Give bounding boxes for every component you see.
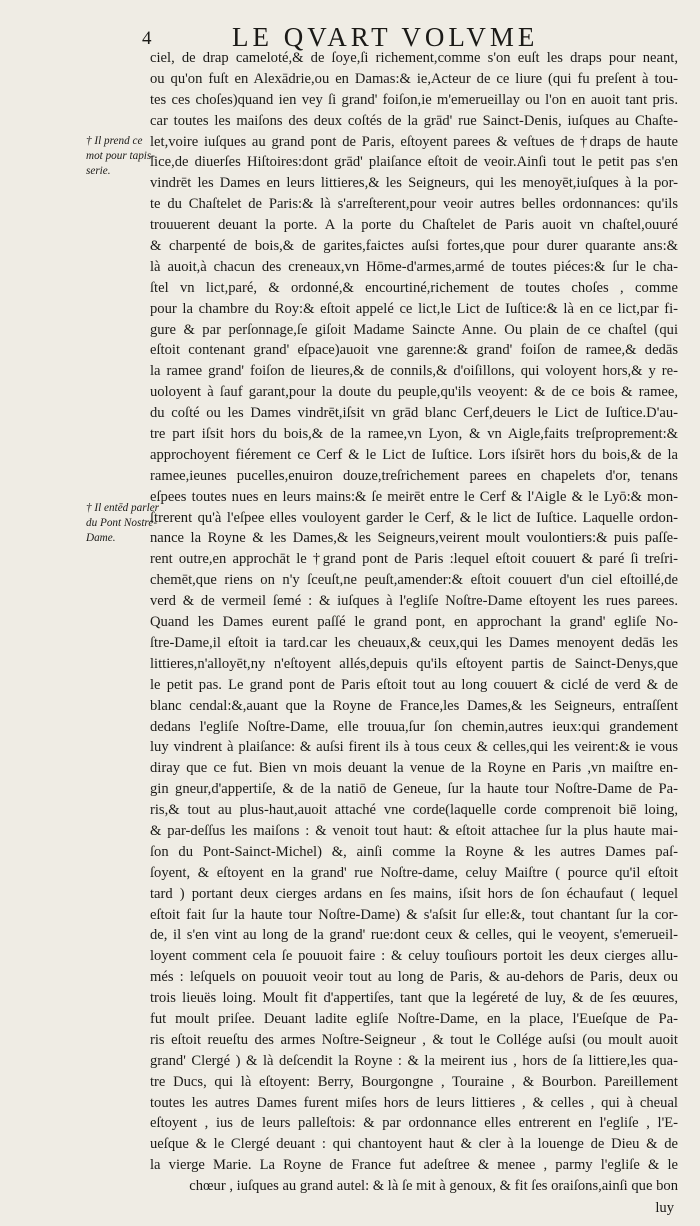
text-line: trois lieuës loing. Moult fit d'appertiſes, tant que la legéreté de luy, & de ſes œuures, [150, 990, 678, 1007]
body-text [150, 48, 678, 1197]
text-line: eſtoyent , ius de leurs palleſtois: & par ordonnance elles entrerent en l'egliſe , l'E- [150, 1115, 678, 1132]
text-line: diray que ce fut. Bien vn mois deuant la venue de la Royne en Paris ,vn maiſtre en- [150, 760, 678, 777]
text-line: tre part iſsit hors du bois,& de la ramee,vn Lyon, & vn Aigle,faits treſproprement:& [150, 426, 678, 443]
text-line: grand' Clergé ) & là deſcendit la Royne : & la meirent ius , hors de ſa littiere,les qua- [150, 1052, 678, 1069]
catchword: luy [655, 1200, 674, 1216]
text-line: là auoit,à chacun des creneaux,vn Hōme-d'armes,armé de toutes piéces:& ſur le cha- [150, 258, 678, 275]
text-line: let,voire iuſques au grand pont de Paris, eſtoyent parees & veſtues de †draps de haute [150, 133, 678, 150]
text-line: tard ) portant deux cierges ardans en ſes mains, iſsit hors de ſon échaufaut ( lequel [150, 885, 678, 902]
text-line: tes ces choſes)quand ien vey ſi grand' foiſon,ie m'emerueillay ou l'on en auoit tant pris. [150, 91, 678, 108]
margin-note-line: † Il prend ce [86, 135, 143, 147]
margin-note-line: Dame. [86, 532, 116, 544]
margin-note-line: † Il entēd parler [86, 502, 160, 514]
text-line: ramee,ieunes pucelles,enuiron douze,treſrichement parees en chapelets d'or, tenans [150, 467, 678, 484]
text-line: chemēt,que riens on n'y ſceuſt,ne peuſt,amender:& eſtoit couuert d'un ciel eſtoillé,de [150, 572, 678, 589]
text-line: verd & de vermeil ſemé : & iuſques à l'egliſe Noſtre-Dame eſtoyent les rues parees. [150, 593, 678, 610]
text-line: du coſté ou les Dames vindrēt,iſsit vn grād blanc Cerf,deuers le Lict de Iuſtice.D'au- [150, 405, 678, 422]
margin-note [86, 134, 155, 179]
text-line: approchoyent fiérement ce Cerf & le Lict de Iuſtice. Lors iſsirēt hors du bois,& de la [150, 446, 678, 463]
text-line: luy vindrent à plaiſance: & auſsi firent ils à tous ceux & celles,qui les veirent:& ie vous [150, 739, 678, 756]
text-line: ou qu'on fuſt en Alexādrie,ou en Damas:& ie,Acteur de ce liure (qui fu preſent à tou- [150, 70, 678, 87]
text-line: ris,& tout au plus-haut,auoit attaché vne corde(laquelle corde comprenoit biē loing, [150, 802, 678, 819]
text-line: fut moult priſee. Deuant ladite egliſe Noſtre-Dame, en la place, l'Eueſque de Pa- [150, 1010, 678, 1027]
text-line: & par-deſſus les maiſons : & venoit tout haut: & eſtoit attachee ſur la plus haute mai- [150, 822, 678, 839]
text-line: eſpees toutes nues en leurs mains:& ſe meirēt entre le Cerf & l'Aigle & le Lyō:& mon- [150, 488, 678, 505]
text-line: gure & par perſonnage,ſe giſoit Madame Saincte Anne. Ou plain de ce chaſtel (qui [150, 321, 678, 338]
text-line: trouuerent deuant la porte. A la porte du Chaſtelet de Paris auoit vn chaſtel,ouuré [150, 217, 678, 234]
text-line: littieres,n'alloyēt,ny n'eſtoyent allés,depuis qu'ils eſtoyent partis de Sainct-Denys,que [150, 655, 678, 672]
text-line: més : leſquels on pouuoit veoir tout au long de Paris, & au-dehors de Paris, deux ou [150, 969, 678, 986]
margin-note [86, 501, 160, 546]
text-line: toutes les autres Dames furent miſes hors de leurs littieres , & celles , qui à cheual [150, 1094, 678, 1111]
text-line: tre Ducs, qui là eſtoyent: Berry, Bourgongne , Touraine , & Bourbon. Pareillement [150, 1073, 678, 1090]
text-line: rent outre,en approchāt le †grand pont de Paris :lequel eſtoit couuert & paré ſi treſri- [150, 551, 678, 568]
text-line: le petit pas. Le grand pont de Paris eſtoit tout au long couuert & ciclé de verd & de [150, 676, 678, 693]
text-line: ciel, de drap cameloté,& de ſoye,ſi richement,comme s'on euſt les draps pour neant, [150, 50, 678, 66]
text-line: eſtoit contenant grand' eſpace)auoit vne garenne:& grand' foiſon de ramee,& dedās [150, 342, 678, 359]
text-line: chœur , iuſques au grand autel: & là ſe mit à genoux, & fit ſes oraiſons,ainſi que bon [189, 1178, 678, 1195]
text-line: ueſque & le Clergé deuant : qui chantoyent haut & cler à la louenge de Dieu & de [150, 1136, 678, 1153]
text-line: lice,de diuerſes Hiſtoires:dont grād' plaiſance eſtoit de veoir.Ainſi tout le petit pas s'en [150, 154, 678, 171]
text-line: vindrēt les Dames en leurs littieres,& les Seigneurs, qui les menoyēt,iuſques à la por- [150, 175, 678, 192]
text-line: de, il s'en vint au long de la grand' rue:dont ceux & celles, qui le veoyent, s'emerueil- [150, 927, 678, 944]
margin-note-line: mot pour tapis- [86, 150, 155, 162]
text-line: ris eſtoit reueſtu des armes Noſtre-Seigneur , & tout le Collége auſsi (ou moult auoit [150, 1031, 678, 1048]
text-line: la ramee grand' foiſon de lieures,& de connils,& d'oiſillons, qui voloyent hors,& y re- [150, 363, 678, 380]
text-line: ſon du Pont-Sainct-Michel) &, ainſi comme la Royne & les autres Dames paſ- [150, 843, 678, 860]
folio-number: 4 [142, 28, 152, 49]
text-line: la vierge Marie. La Royne de France fut adeſtree & menee , parmy l'egliſe & le [150, 1157, 678, 1174]
text-line: ſoyent, & eſtoyent en la grand' rue Noſtre-dame, celuy Maiſtre ( pource qu'il eſtoit [150, 864, 678, 881]
margin-note-line: du Pont Nostre- [86, 517, 158, 529]
text-line: ſtre-Dame,il eſtoit ia tard.car les cheuaux,& ceux,qui les Dames menoyent dedās les [150, 634, 678, 651]
text-line: gin gneur,d'appertiſe, & de la natiō de Geneue, ſur la haute tour Noſtre-Dame de Pa- [150, 781, 678, 798]
text-line: ſtel vn lict,paré, & ordonné,& encourtiné,richement de toutes choſes , comme [150, 279, 678, 296]
text-line: dedans l'egliſe Noſtre-Dame, elle trouua,ſur ſon chemin,autres ieux:qui grandement [150, 718, 678, 735]
text-line: nance la Royne & les Dames,& les Seigneurs,veirent moult voulontiers:& puis paſſe- [150, 530, 678, 547]
text-line: pour la chambre du Roy:& eſtoit appelé ce lict,le Lict de Iuſtice:& là en ce lict,par fi- [150, 300, 678, 317]
running-head: LE QVART VOLVME [232, 22, 539, 52]
text-line: ſtrerent qu'à l'eſpee elles vouloyent garder le Cerf, & le lict de Iuſtice. Laquelle ordon- [150, 509, 678, 526]
text-line: loyent comment cela ſe pouuoit faire : & celuy touſiours portoit les deux cierges allu- [150, 948, 678, 965]
text-line: car toutes les maiſons des deux coſtés de la grād' rue Sainct-Denis, iuſques au Chaſte- [150, 112, 678, 129]
text-line: eſtoit fait ſur la haute tour Noſtre-Dame) & s'aſsit ſur elle:&, tout chantant ſur la cor- [150, 906, 678, 923]
margin-note-line: serie. [86, 165, 111, 177]
text-line: uoloyent à ſauf garant,pour la doute du peuple,qu'ils veoyent: & de ce bois & ramee, [150, 384, 678, 401]
text-line: blanc cendal:&,auant que la Royne de France,les Dames,& les Seigneurs, entraſſent [150, 697, 678, 714]
text-line: Quand les Dames eurent paſſé le grand pont, en approchant la grand' egliſe No- [150, 614, 678, 631]
text-line: & charpenté de bois,& de garites,faictes auſsi fortes,que pour durer quarante ans:& [150, 238, 678, 255]
text-line: te du Chaſtelet de Paris:& là s'arreſterent,pour veoir autres belles ordonnances: qu'ils [150, 196, 678, 213]
